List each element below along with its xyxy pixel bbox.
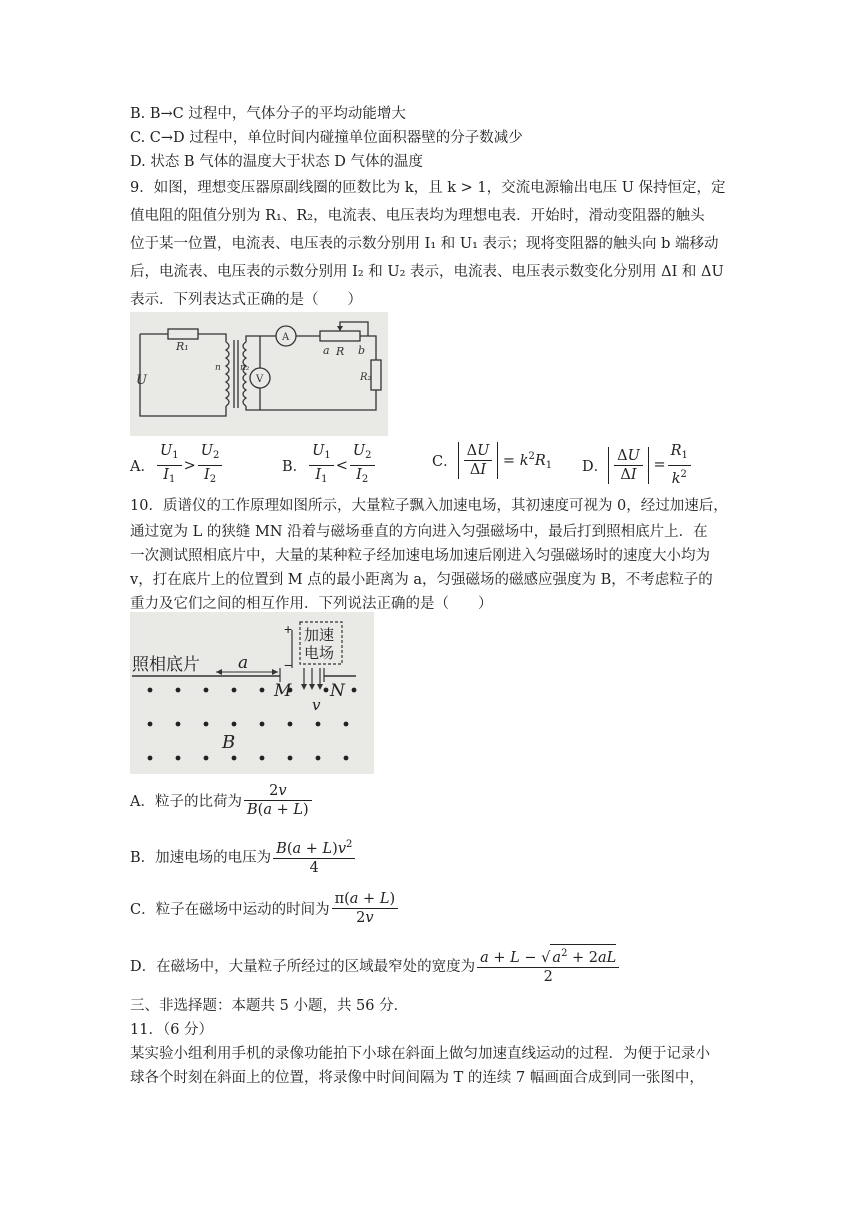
label-R2: R₂ [360,372,372,383]
label-film: 照相底片 [132,655,200,674]
label-a-distance: a [238,653,249,673]
q10-text-4: v，打在底片上的位置到 M 点的最小距离为 a，匀强磁场的磁感应强度为 B，不考虑粒子的 [130,572,713,588]
label-accel-1: 加速 [304,627,335,644]
q9-text-1: 9．如图，理想变压器原副线圈的匝数比为 k，且 k > 1，交流电源输出电压 U 保持恒定，定 [130,180,726,196]
q9-option-a: A． $\frac{U_1}{I_1}$ > $\frac{U_2}{I_2}$ [130,442,224,489]
option-b-text: B．加速电场的电压为 [130,850,272,866]
label-v: v [312,696,321,714]
label-n2: n₂ [240,363,250,373]
spectrometer-diagram [130,612,374,774]
q9-option-d: D． $\frac{\Delta U}{\Delta I}$ = $\frac{R_1}{k^2}$ [582,442,693,488]
option-c-label: C． [432,454,458,470]
magnetic-field-dots [148,688,357,761]
q11-text-2: 球各个时刻在斜面上的位置，将录像中时间间隔为 T 的连续 7 幅画面合成到同一张图中， [130,1070,704,1086]
q10-option-a: A．粒子的比荷为 $\frac{2v}{B(a + L)}$ [130,782,314,819]
q9-text-2: 值电阻的阻值分别为 R₁、R₂，电流表、电压表均为理想电表．开始时，滑动变阻器的触头 [130,208,705,224]
q9-option-b: B． $\frac{U_1}{I_1}$ < $\frac{U_2}{I_2}$ [282,442,377,489]
q10-option-d: D．在磁场中，大量粒子所经过的区域最窄处的宽度为 $\frac{a + L - √ a^2 + 2aL}{2}$ [130,944,621,986]
q9-option-c: C． $\frac{\Delta U}{\Delta I}$ = $k^2R_1$ [432,443,553,478]
q9-text-4: 后，电流表、电压表的示数分别用 I₂ 和 U₂ 表示，电流表、电压表示数变化分别用 ΔI 和 ΔU [130,264,724,280]
option-8d: D. 状态 B 气体的温度大于状态 D 气体的温度 [130,154,424,170]
option-d-text: D．在磁场中，大量粒子所经过的区域最窄处的宽度为 [130,958,476,975]
option-c-text: C．粒子在磁场中运动的时间为 [130,902,330,918]
option-d-label: D． [582,458,609,475]
q10-option-b: B．加速电场的电压为 $\frac{B(a + L)v^2}{4}$ [130,836,357,877]
q10-spectrometer-figure [130,612,374,774]
option-b-label: B． [282,459,308,475]
label-accel-2: 电场 [304,645,335,662]
q10-text-1: 10．质谱仪的工作原理如图所示，大量粒子飘入加速电场，其初速度可视为 0，经过加速后， [130,498,728,514]
section-3-heading: 三、非选择题：本题共 5 小题，共 56 分． [130,998,409,1014]
option-a-text: A．粒子的比荷为 [130,794,242,810]
label-M: M [274,681,292,701]
label-R: R [336,345,345,358]
label-B: B [222,732,236,753]
label-A: A [282,332,290,343]
label-minus: − [284,657,293,673]
option-8b: B. B→C 过程中，气体分子的平均动能增大 [130,106,406,122]
label-b: b [358,344,366,357]
label-n1: n [215,363,221,373]
label-V: V [256,374,264,385]
circuit-diagram [130,312,388,436]
q10-text-5: 重力及它们之间的相互作用．下列说法正确的是（ ） [130,596,493,612]
q10-option-c: C．粒子在磁场中运动的时间为 $\frac{\pi(a + L)}{2v}$ [130,890,400,927]
option-8c: C. C→D 过程中，单位时间内碰撞单位面积器壁的分子数减少 [130,130,523,146]
label-a: a [323,344,330,357]
label-R1: R₁ [176,340,189,353]
label-U: U [136,373,147,388]
q11-heading: 11．（6 分） [130,1022,214,1038]
q9-text-3: 位于某一位置，电流表、电压表的示数分别用 I₁ 和 U₁ 表示；现将变阻器的触头向 b 端移动 [130,236,719,252]
q10-text-3: 一次测试照相底片中，大量的某种粒子经加速电场加速后刚进入匀强磁场时的速度大小均为 [130,548,710,564]
option-a-label: A． [130,459,155,475]
q11-text-1: 某实验小组利用手机的录像功能拍下小球在斜面上做匀加速直线运动的过程．为便于记录小 [130,1046,710,1062]
q9-circuit-figure [130,312,388,436]
q9-text-5: 表示．下列表达式正确的是（ ） [130,292,362,308]
q10-text-2: 通过宽为 L 的狭缝 MN 沿着与磁场垂直的方向进入匀强磁场中，最后打到照相底片上．在 [130,524,708,540]
label-plus: + [284,621,293,637]
label-N: N [330,681,345,701]
